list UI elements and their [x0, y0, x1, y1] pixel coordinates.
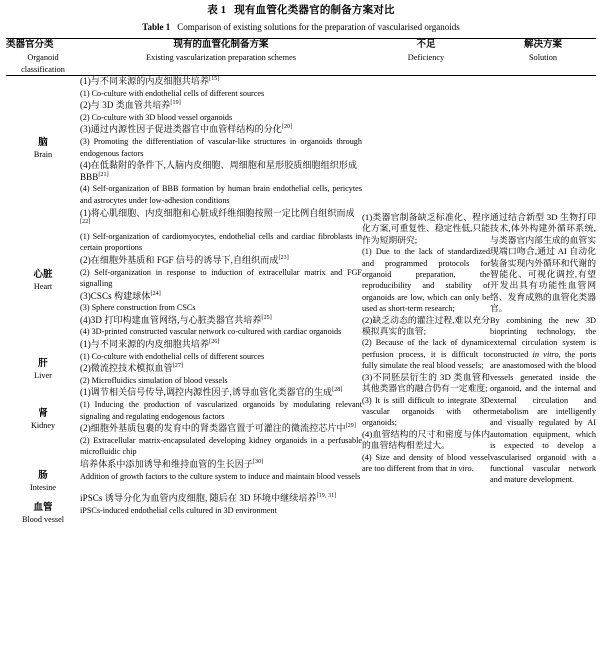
- reference-marker: [24]: [150, 290, 161, 297]
- deficiency-paragraph-en: (1) Due to the lack of standardized and programmed protocols for organoid preparation, the reproducibility and stability of organoids are low, which can only be used as short-term research;: [362, 247, 490, 314]
- organ-name-en: Intesine: [30, 483, 56, 492]
- column-header-solution: [490, 39, 596, 75]
- scheme-item: [80, 363, 362, 386]
- solution-text-cn: 通过结合新型 3D 生物打印技术,体外构建外循环系统,与类器官内部生成的血管实现端口吻合,通过 AI 自动化装备实现内外循环和代谢的智能化、可视化调控,有望开发出具有功能性血管网络、发育成熟的血管化类器官。: [490, 212, 596, 314]
- scheme-item-cn: (2)微流控技术模拟血管[27]: [80, 363, 184, 374]
- scheme-item: [80, 160, 362, 206]
- column-header-schemes-en: Existing vascularization preparation schemes: [146, 53, 296, 62]
- scheme-item-en: (4) Self-organization of BBB formation by human brain endothelial cells, pericytes and astrocytes under low-adhesion conditions: [80, 184, 362, 205]
- organ-classification-cell: [6, 493, 80, 525]
- deficiency-paragraph-cn: (4)血管结构的尺寸和密度与体内的血管结构相差过大。: [362, 428, 490, 451]
- column-header-schemes: [80, 39, 362, 75]
- latin-term: in viro: [450, 463, 472, 473]
- scheme-item: [80, 315, 362, 338]
- column-header-solution-en: Solution: [528, 53, 558, 62]
- comparison-table-body: [6, 76, 596, 525]
- scheme-item-en: (3) Promoting the differentiation of vascular-like structures in organoids through endogenous factors: [80, 136, 362, 158]
- reference-marker: [19, 31]: [316, 493, 337, 499]
- organ-classification-cell: [6, 208, 80, 340]
- organ-name-cn: 脑: [38, 138, 48, 148]
- reference-marker: [27]: [172, 363, 184, 370]
- comparison-table: [6, 39, 596, 75]
- column-header-deficiency-en: Deficiency: [407, 53, 445, 62]
- organ-name-cn: 血管: [33, 503, 53, 513]
- reference-marker: [15]: [209, 76, 220, 82]
- scheme-item-en: (1) Co-culture with endothelial cells of different sources: [80, 88, 265, 98]
- scheme-item-cn: (2)在细胞外基质和 FGF 信号的诱导下,自组织而成[23]: [80, 254, 289, 265]
- table-title-cn-text: 现有血管化类器官的制备方案对比: [234, 5, 395, 16]
- scheme-item-cn: iPSCs 诱导分化为血管内皮细胞, 随后在 3D 环境中继续培养[19, 31]: [80, 493, 337, 503]
- deficiency-cell: [362, 76, 490, 525]
- scheme-item-cn: (4)3D 打印构建血管网络,与心脏类器官共培养[25]: [80, 314, 272, 325]
- table-row: [6, 76, 596, 208]
- scheme-item: [80, 208, 362, 254]
- scheme-item-en: (1) Inducing the production of vascularized organoids by modulating relevant signaling and regulating endogenous factors: [80, 400, 362, 421]
- column-header-classification-cn: 类器官分类: [6, 40, 54, 50]
- scheme-item-en: (1) Self-organization of cardiomyocytes, endothelial cells and cardiac fibroblasts in certain proportions: [80, 231, 362, 253]
- solution-cell: [490, 76, 596, 525]
- reference-marker: [30]: [252, 459, 264, 465]
- organ-name-en: Blood vessel: [21, 515, 65, 524]
- scheme-cell: [80, 76, 362, 208]
- reference-marker: [19]: [170, 100, 181, 107]
- scheme-item: [80, 493, 362, 516]
- reference-marker: [25]: [261, 314, 272, 321]
- scheme-cell: [80, 339, 362, 387]
- solution-text-en: By combining the new 3D bioprinting technology, the external circulation system is constructed in vitro, the ports are anastomosed with the blood vessels generated inside the organoid, and the internal and external circulation and metabolism are intelligently and visually regulated by AI automation equipment, which is expected to develop a vascularised organoid with a functional vascular network and mature development.: [490, 315, 597, 485]
- reference-marker: [28]: [332, 387, 343, 394]
- table-header-row: [6, 39, 596, 75]
- scheme-item-en: iPSCs-induced endothelial cells cultured in 3D environment: [80, 505, 277, 515]
- scheme-item: [80, 255, 362, 290]
- reference-marker: [23]: [278, 254, 289, 261]
- organ-name-cn: 心脏: [33, 269, 53, 280]
- reference-marker: [22]: [80, 219, 91, 226]
- scheme-cell: [80, 387, 362, 459]
- organ-name-en: Kidney: [30, 421, 56, 431]
- table-title-en-text: Comparison of existing solutions for the preparation of vascularised organoids: [177, 22, 460, 32]
- scheme-item-cn: (1)将心肌细胞、内皮细胞和心脏成纤维细胞按照一定比例自组织而成[22]: [80, 207, 355, 226]
- scheme-item-en: (4) 3D-printed constructed vascular network co-cultured with cardiac organoids: [80, 327, 342, 337]
- deficiency-paragraph-cn: (3)不同胚层衍生的 3D 类血管和其他类器官的融合仍有一定难度;: [362, 371, 490, 394]
- deficiency-paragraph-cn: (1)类器官制备缺乏标准化、程序化方案,可重复性、稳定性低,只能作为短期研究;: [362, 212, 490, 245]
- deficiency-paragraph-cn: (2)缺乏动态的灌注过程,难以充分模拟真实的血管;: [362, 314, 490, 337]
- scheme-item-en: (2) Microfluidics simulation of blood vessels: [80, 375, 228, 385]
- scheme-item-en: Addition of growth factors to the culture system to induce and maintain blood vessels: [80, 471, 361, 481]
- organ-name-cn: 肾: [38, 409, 48, 420]
- scheme-item: [80, 423, 362, 458]
- column-header-classification: [6, 39, 80, 75]
- scheme-item-cn: (4)在低黏附的条件下,人脑内皮细胞、周细胞和星形胶质细胞组织形成 BBB[21]: [80, 160, 358, 182]
- scheme-cell: [80, 493, 362, 525]
- deficiency-paragraph-en: (3) It is still difficult to integrate 3D vascular organoids with other organoids;: [362, 395, 490, 428]
- column-header-schemes-cn: 现有的血管化制备方案: [173, 40, 269, 50]
- scheme-item-cn: (1)调节相关信号传导,调控内源性因子,诱导血管化类器官的生成[28]: [80, 387, 343, 398]
- scheme-item-en: (3) Sphere construction from CSCs: [80, 303, 196, 313]
- scheme-item: [80, 124, 362, 159]
- latin-term: in vitro: [532, 349, 559, 359]
- organ-classification-cell: [6, 76, 80, 208]
- organ-classification-cell: [6, 459, 80, 493]
- scheme-cell: [80, 459, 362, 493]
- column-header-deficiency: [362, 39, 490, 75]
- table-number-cn: 表 1: [207, 5, 227, 16]
- table-title-en: [6, 21, 596, 33]
- scheme-item-cn: (1)与不同来源的内皮细胞共培养[26]: [80, 339, 220, 350]
- scheme-item: [80, 459, 362, 482]
- reference-marker: [20]: [281, 124, 293, 131]
- scheme-item: [80, 387, 362, 422]
- scheme-item-en: (2) Co-culture with 3D blood vessel organoids: [80, 112, 233, 122]
- scheme-item-en: (2) Extracellular matrix-encapsulated developing kidney organoids in a perfusable microfluidic chip: [80, 435, 362, 457]
- column-header-solution-cn: 解决方案: [523, 40, 562, 50]
- scheme-item-en: (1) Co-culture with endothelial cells of different sources: [80, 351, 265, 361]
- organ-name-cn: 肝: [38, 359, 48, 370]
- scheme-item-cn: (2)与 3D 类血管共培养[19]: [80, 100, 181, 111]
- deficiency-paragraph-en: (2) Because of the lack of dynamic perfusion process, it is difficult to fully simulate the real blood vessels;: [362, 338, 490, 371]
- scheme-cell: [80, 208, 362, 340]
- scheme-item-en: (2) Self-organization in response to induction of extracellular matrix and FGF signalling: [80, 267, 362, 289]
- organ-classification-cell: [6, 387, 80, 459]
- table-number-en: Table 1: [142, 22, 171, 32]
- scheme-item: [80, 100, 362, 123]
- reference-marker: [26]: [209, 339, 220, 346]
- organ-name-en: Heart: [33, 281, 53, 291]
- scheme-item: [80, 291, 362, 314]
- table-title-cn: [6, 4, 596, 18]
- scheme-item: [80, 76, 362, 99]
- scheme-item-cn: (3)CSCs 构建球体[24]: [80, 290, 161, 301]
- reference-marker: [21]: [98, 171, 109, 178]
- table-page: [0, 4, 602, 660]
- scheme-item-cn: (2)细胞外基质包裹的发育中的肾类器官置于可灌注的微流控芯片中[29]: [80, 423, 357, 434]
- scheme-item: [80, 339, 362, 362]
- organ-name-en: Liver: [34, 371, 52, 381]
- organ-classification-cell: [6, 339, 80, 387]
- reference-marker: [29]: [345, 423, 357, 430]
- deficiency-top-spacer: [362, 76, 490, 212]
- organ-name-cn: 肠: [38, 471, 48, 481]
- column-header-classification-en1: Organoid: [27, 53, 59, 62]
- organ-name-en: Brain: [33, 150, 53, 159]
- scheme-item-cn: 培养体系中添加诱导和维持血管的生长因子[30]: [80, 459, 264, 469]
- scheme-item-cn: (3)通过内源性因子促进类器官中血管样结构的分化[20]: [80, 124, 293, 135]
- scheme-item-cn: (1)与不同来源的内皮细胞共培养[15]: [80, 76, 220, 86]
- column-header-deficiency-cn: 不足: [416, 40, 436, 50]
- deficiency-paragraph-en: (4) Size and density of blood vessel are too different from that in viro.: [362, 452, 490, 473]
- column-header-classification-en2: classification: [21, 64, 65, 74]
- solution-top-spacer: [490, 76, 596, 212]
